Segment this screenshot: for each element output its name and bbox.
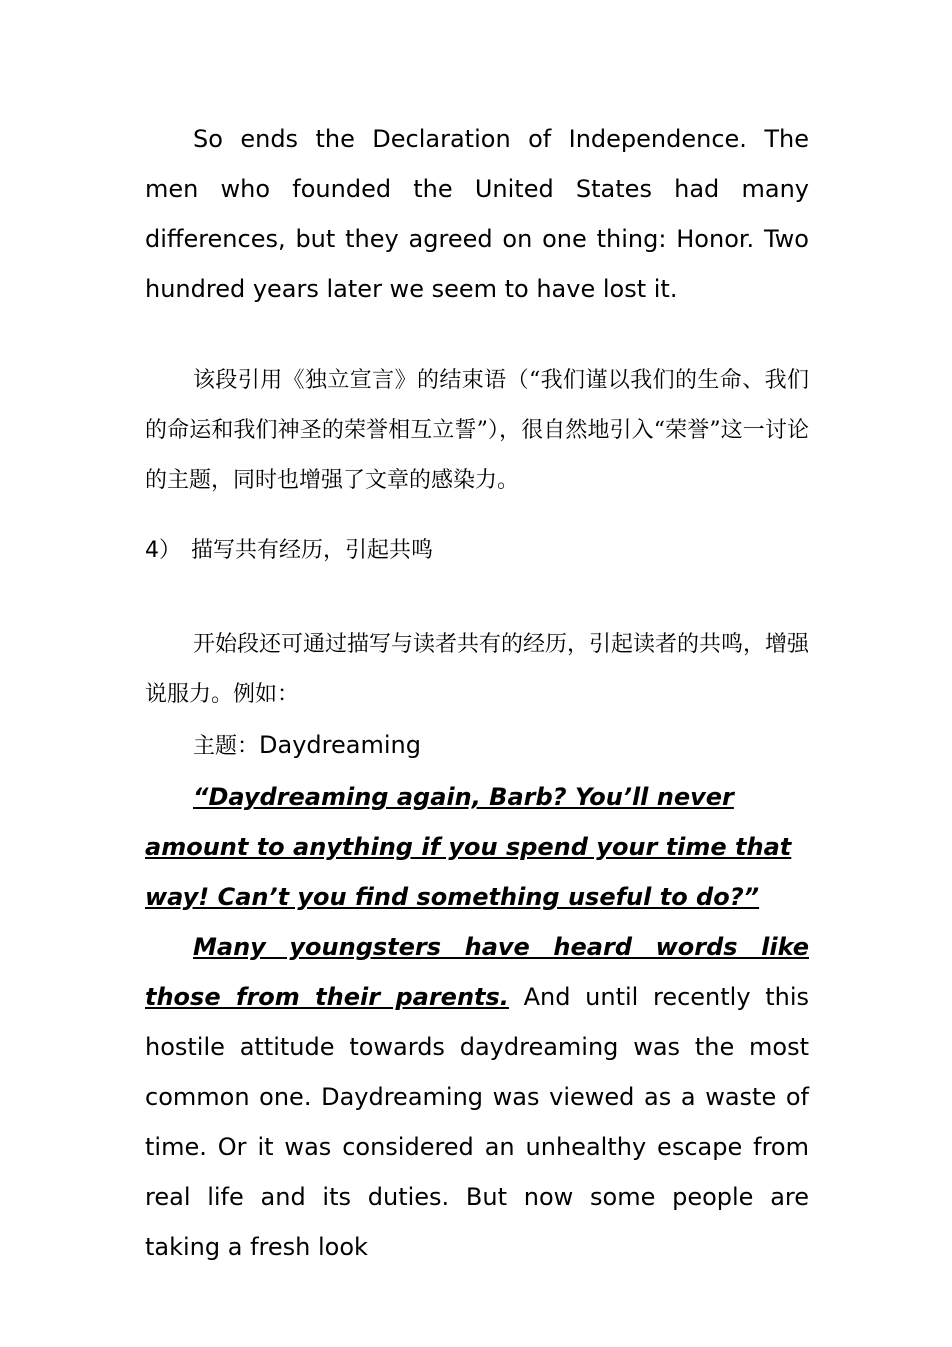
spacer <box>145 576 809 620</box>
paragraph-rest: And until recently this hostile attitude towards daydreaming was the most common one. Daydreaming was viewed as a waste of time. Or it was considered an unhealthy escape from real life and its duties. But now some people are taking a fresh look <box>145 983 810 1261</box>
paragraph-intro: 开始段还可通过描写与读者共有的经历，引起读者的共鸣，增强说服力。例如： <box>145 632 810 707</box>
topic-value: Daydreaming <box>259 731 421 759</box>
section-heading <box>145 526 809 576</box>
emphasis-sentence: Many youngsters have heard words like those from their parents. <box>145 933 809 1011</box>
section-number: 4） <box>145 538 181 563</box>
topic-line <box>145 720 809 772</box>
spacer <box>145 506 809 526</box>
quote-text: “Daydreaming again, Barb? You’ll never amount to anything if you spend your time that way! Can’t you find something useful to do?” <box>145 783 792 911</box>
spacer <box>145 314 809 356</box>
paragraph-declaration: So ends the Declaration of Independence. The men who founded the United States had many differences, but they agreed on one thing: Honor. Two hundred years later we seem to have lost it. <box>145 125 809 303</box>
paragraph-commentary: 该段引用《独立宣言》的结束语（“我们谨以我们的生命、我们的命运和我们神圣的荣誉相互立誓”），很自然地引入“荣誉”这一讨论的主题，同时也增强了文章的感染力。 <box>145 368 809 493</box>
paragraph-daydreaming <box>145 922 809 1272</box>
quote-paragraph <box>145 772 809 922</box>
section-title: 描写共有经历，引起共鸣 <box>191 538 434 563</box>
topic-label: 主题： <box>193 734 260 759</box>
document-page <box>145 114 809 1272</box>
